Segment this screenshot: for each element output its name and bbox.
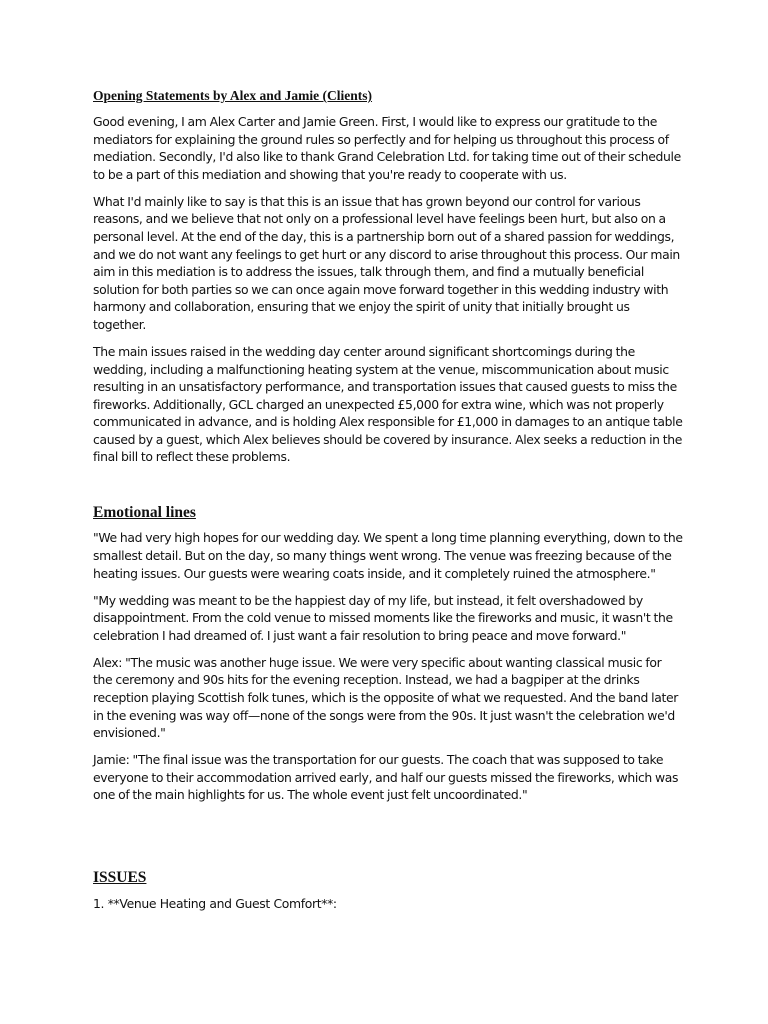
emotional-paragraph-1: "We had very high hopes for our wedding day. We spent a long time planning everything, down to the smallest detail. But on the day, so many things went wrong. The venue was freezing because of the heating issues. Our guests were wearing coats inside, and it completely ruined the atmosphere."	[93, 530, 683, 581]
emotional-paragraph-2: "My wedding was meant to be the happiest day of my life, but instead, it felt overshadowed by disappointment. From the cold venue to missed moments like the fireworks and music, it wasn't the celebration I had dreamed of. I just want a fair resolution to bring peace and move forward."	[93, 592, 673, 643]
section-spacer	[93, 475, 683, 503]
emotional-paragraph-4: Jamie: "The final issue was the transportation for our guests. The coach that was supposed to take everyone to their accommodation arrived early, and half our guests missed the fireworks, which was one of the main highlights for us. The whole event just felt uncoordinated."	[93, 752, 679, 803]
emotional-paragraph-3: Alex: "The music was another huge issue. We were very specific about wanting classical music for the ceremony and 90s hits for the evening reception. Instead, we had a bagpiper at the drinks reception playing Scottish folk tunes, which is the opposite of what we requested. And the band later in the evening was way off—none of the songs were from the 90s. It just wasn't the celebration we'd envisioned."	[93, 654, 678, 741]
section-spacer	[93, 813, 683, 868]
opening-paragraph-3: The main issues raised in the wedding day center around significant shortcomings during the wedding, including a malfunctioning heating system at the venue, miscommunication about music resulting in an unsatisfactory performance, and transportation issues that caused guests to miss the fireworks. Additionally, GCL charged an unexpected £5,000 for extra wine, which was not properly communicated in advance, and is holding Alex responsible for £1,000 in damages to an antique table caused by a guest, which Alex believes should be covered by insurance. Alex seeks a reduction in the final bill to reflect these problems.	[93, 343, 683, 465]
opening-paragraph-2: What I'd mainly like to say is that this is an issue that has grown beyond our control for various reasons, and we believe that not only on a professional level have feelings been hurt, but also on a personal level. At the end of the day, this is a partnership born out of a shared passion for weddings, and we do not want any feelings to get hurt or any discord to arise throughout this process. Our main aim in this mediation is to address the issues, talk through them, and find a mutually beneficial solution for both parties so we can once again move forward together in this wedding industry with harmony and collaboration, ensuring that we enjoy the spirit of unity that initially brought us together.	[93, 193, 680, 332]
emotional-lines-heading: Emotional lines	[93, 504, 196, 522]
document-body	[93, 87, 683, 913]
issue-list-item: 1. **Venue Heating and Guest Comfort**:	[93, 896, 337, 912]
opening-paragraph-1: Good evening, I am Alex Carter and Jamie Green. First, I would like to express our gratitude to the mediators for explaining the ground rules so perfectly and for helping us throughout this process of mediation. Secondly, I'd also like to thank Grand Celebration Ltd. for taking time out of their schedule to be a part of this mediation and showing that you're ready to cooperate with us.	[93, 114, 681, 182]
opening-statements-heading: Opening Statements by Alex and Jamie (Clients)	[93, 88, 373, 103]
issues-heading: ISSUES	[93, 869, 147, 887]
